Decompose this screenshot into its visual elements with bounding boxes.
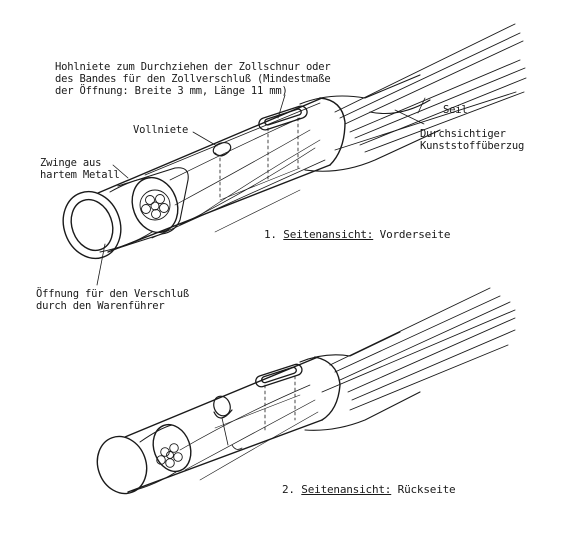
view1-number: 1. [264, 228, 277, 241]
view1-hollow-rivet [257, 105, 308, 180]
view1-solid-rivet [211, 140, 232, 200]
label-ferrule-line1: Zwinge aus [40, 157, 102, 169]
label-hollow-rivet-line3: der Öffnung: Breite 3 mm, Länge 11 mm) [55, 85, 288, 97]
label-solid-rivet: Vollniete [133, 124, 189, 136]
view1-cable-cross-section [140, 190, 170, 220]
view2-number: 2. [282, 483, 295, 496]
label-opening-line1: Öffnung für den Verschluß [36, 288, 190, 300]
view2-solid-rivet [211, 394, 242, 450]
view2-subtitle: Rückseite [397, 483, 456, 496]
view2-rope-assembly [90, 288, 515, 500]
view2-caption [282, 484, 455, 496]
label-opening-line2: durch den Warenführer [36, 300, 165, 312]
view1-title: Seitenansicht: [283, 228, 374, 241]
label-coating-line2: Kunststoffüberzug [420, 140, 525, 152]
label-hollow-rivet-line1: Hohlniete zum Durchziehen der Zollschnur oder [55, 61, 331, 73]
view2-title: Seitenansicht: [301, 483, 392, 496]
label-ferrule-line2: hartem Metall [40, 169, 120, 181]
label-hollow-rivet-line2: des Bandes für den Zollverschluß (Mindestmaße [55, 73, 331, 85]
view2-plastic-sleeve [300, 332, 420, 430]
view1-caption [264, 229, 450, 241]
label-coating-line1: Durchsichtiger [420, 128, 506, 140]
view2-rope-strands [322, 288, 515, 410]
view2-tube [125, 357, 340, 492]
view1-subtitle: Vorderseite [379, 228, 451, 241]
label-rope: Seil [443, 104, 468, 116]
